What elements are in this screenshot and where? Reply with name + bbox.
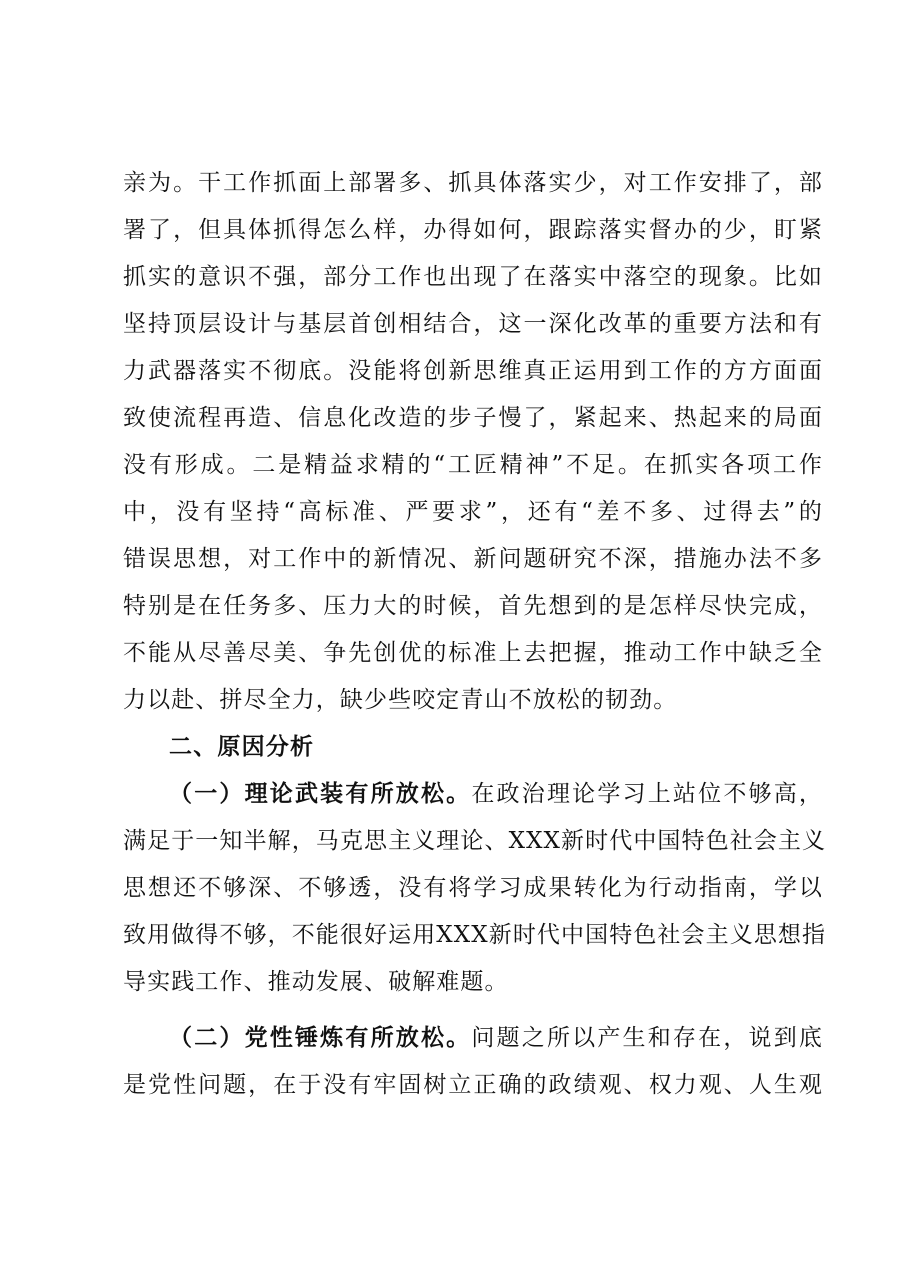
subsection-1 (123, 771, 827, 1006)
section-heading: 二、原因分析 (169, 734, 315, 760)
subsection-first-line (123, 1015, 823, 1062)
paragraph-gap (123, 1006, 823, 1015)
text-line: 亲为。干工作抓面上部署多、抓具体落实少，对工作安排了，部 (123, 170, 823, 196)
paragraph-1 (123, 160, 823, 724)
subsection-2 (123, 1015, 823, 1109)
subsection-lead: （二）党性锤炼有所放松。 (169, 1025, 472, 1051)
text-line: 署了，但具体抓得怎么样，办得如何，跟踪落实督办的少，盯紧 (123, 217, 823, 243)
text-line: 不能从尽善尽美、争先创优的标准上去把握，推动工作中缺乏全 (123, 640, 823, 666)
text-line: 思想还不够深、不够透，没有将学习成果转化为行动指南，学以 (123, 875, 823, 901)
text-line: 致用做得不够，不能很好运用XXX新时代中国特色社会主义思想指 (123, 922, 827, 948)
text-line: 中，没有坚持“高标准、严要求”，还有“差不多、过得去”的 (123, 499, 823, 525)
text-line: 抓实的意识不强，部分工作也出现了在落实中落空的现象。比如 (123, 264, 823, 290)
text-line: 致使流程再造、信息化改造的步子慢了，紧起来、热起来的局面 (123, 405, 823, 431)
text-line: 特别是在任务多、压力大的时候，首先想到的是怎样尽快完成， (123, 593, 823, 619)
text-line: 坚持顶层设计与基层首创相结合，这一深化改革的重要方法和有 (123, 311, 823, 337)
subsection-lead: （一）理论武装有所放松。 (169, 781, 472, 807)
text-line: 是党性问题，在于没有牢固树立正确的政绩观、权力观、人生观 (123, 1072, 823, 1098)
text-line: 力以赴、拼尽全力，缺少些咬定青山不放松的韧劲。 (123, 687, 678, 713)
subsection-text: 在政治理论学习上站位不够高， (471, 781, 824, 807)
document-page (123, 160, 827, 1109)
subsection-first-line (123, 771, 823, 818)
text-line: 导实践工作、推动发展、破解难题。 (123, 969, 509, 995)
subsection-text: 问题之所以产生和存在，说到底 (471, 1025, 824, 1051)
text-line: 力武器落实不彻底。没能将创新思维真正运用到工作的方方面面 (123, 358, 823, 384)
text-line: 没有形成。二是精益求精的“工匠精神”不足。在抓实各项工作 (123, 452, 823, 478)
text-line: 满足于一知半解，马克思主义理论、XXX新时代中国特色社会主义 (123, 828, 827, 854)
text-line: 错误思想，对工作中的新情况、新问题研究不深，措施办法不多 (123, 546, 823, 572)
